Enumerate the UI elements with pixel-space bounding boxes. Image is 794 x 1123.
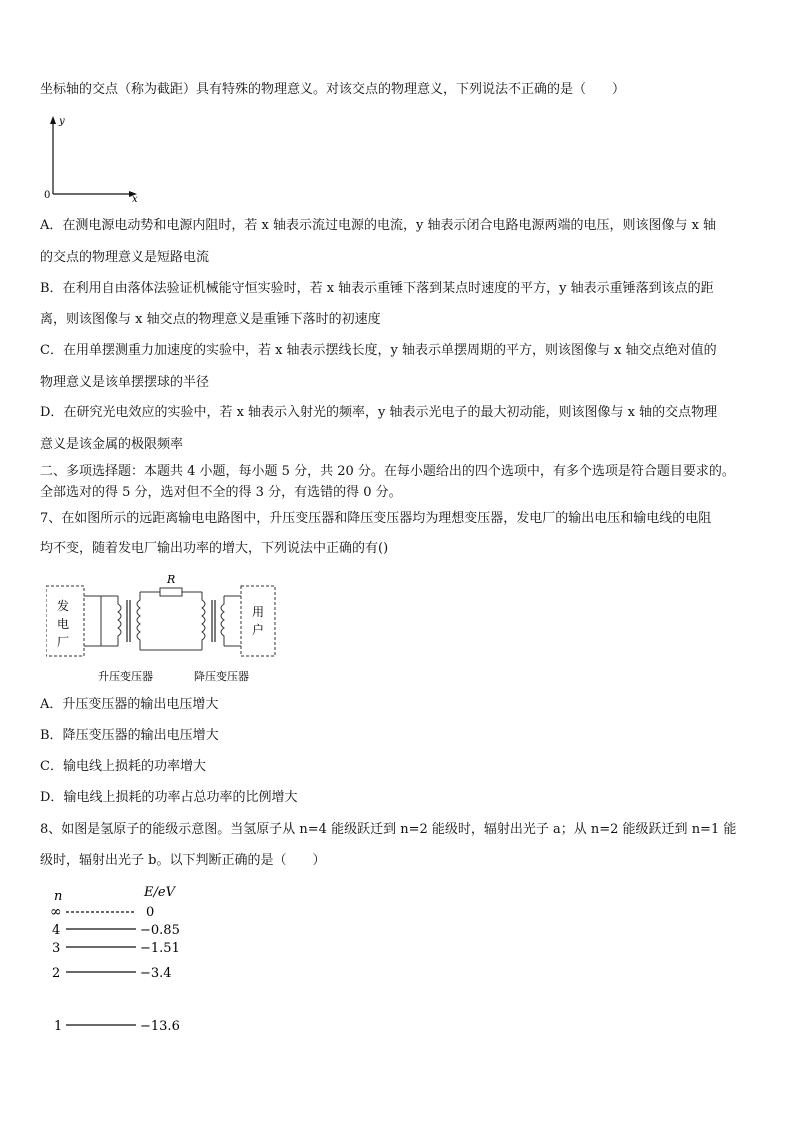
step-down-secondary-coil bbox=[221, 596, 224, 646]
plant-char-2: 电 bbox=[57, 617, 70, 631]
q7-stem-line2: 均不变，随着发电厂输出功率的增大，下列说法中正确的有() bbox=[40, 541, 389, 556]
q6-option-d-line1: D．在研究光电效应的实验中，若 x 轴表示入射光的频率，y 轴表示光电子的最大初动能，则该图像与 x 轴的交点物理 bbox=[40, 405, 718, 420]
q7-option-a: A．升压变压器的输出电压增大 bbox=[40, 697, 219, 712]
q6-option-a-line1: A．在测电源电动势和电源内阻时，若 x 轴表示流过电源的电流，y 轴表示闭合电路电源两端的电压，则该图像与 x 轴 bbox=[40, 218, 717, 233]
level-2-n: 2 bbox=[52, 966, 61, 981]
q6-option-b-line1: B．在利用自由落体法验证机械能守恒实验时，若 x 轴表示重锤下落到某点时速度的平方，y 轴表示重锤落到该点的距 bbox=[40, 281, 714, 296]
q8-energy-level-diagram bbox=[48, 880, 218, 1040]
level-1-n: 1 bbox=[54, 1019, 63, 1034]
step-up-label: 升压变压器 bbox=[98, 670, 153, 683]
user-char-2: 户 bbox=[252, 623, 265, 637]
level-1-e: −13.6 bbox=[140, 1019, 180, 1034]
level-2-e: −3.4 bbox=[140, 966, 172, 981]
plant-char-3: 厂 bbox=[57, 635, 70, 649]
q6-stem: 坐标轴的交点（称为截距）具有特殊的物理意义。对该交点的物理意义，下列说法不正确的是（ ） bbox=[40, 82, 626, 97]
level-4-n: 4 bbox=[52, 923, 61, 938]
q6-axes-diagram bbox=[40, 114, 150, 206]
level-inf-e: 0 bbox=[146, 905, 155, 920]
step-up-secondary-coil bbox=[137, 592, 140, 650]
q6-option-b-line2: 离，则该图像与 x 轴交点的物理意义是重锤下落时的初速度 bbox=[40, 312, 381, 327]
line-resistor bbox=[160, 588, 182, 596]
y-axis-label: y bbox=[59, 116, 65, 127]
user-char-1: 用 bbox=[252, 605, 265, 619]
n-header: n bbox=[54, 889, 63, 904]
q6-option-a-line2: 的交点的物理意义是短路电流 bbox=[40, 250, 210, 265]
section-2-heading: 二、多项选择题：本题共 4 小题，每小题 5 分，共 20 分。在每小题给出的四个选项中，有多个选项是符合题目要求的。 bbox=[40, 464, 735, 479]
level-3-e: −1.51 bbox=[140, 941, 180, 956]
resistor-label: R bbox=[167, 573, 176, 586]
user-box bbox=[241, 586, 275, 656]
x-axis-label: x bbox=[132, 194, 138, 205]
q6-option-c-line1: C．在用单摆测重力加速度的实验中，若 x 轴表示摆线长度，y 轴表示单摆周期的平方，则该图像与 x 轴交点绝对值的 bbox=[40, 343, 717, 358]
q8-stem-line1: 8、如图是氢原子的能级示意图。当氢原子从 n=4 能级跃迁到 n=2 能级时，辐射出光子 a；从 n=2 能级跃迁到 n=1 能 bbox=[40, 822, 737, 837]
step-down-primary-coil bbox=[202, 592, 205, 650]
level-3-n: 3 bbox=[52, 941, 61, 956]
q7-option-b: B．降压变压器的输出电压增大 bbox=[40, 728, 219, 743]
level-4-e: −0.85 bbox=[140, 923, 180, 938]
step-down-label: 降压变压器 bbox=[194, 670, 249, 683]
q8-stem-line2: 级时，辐射出光子 b。以下判断正确的是（ ） bbox=[40, 853, 326, 868]
q7-transmission-diagram bbox=[46, 570, 278, 688]
q7-option-c: C．输电线上损耗的功率增大 bbox=[40, 759, 206, 774]
q6-option-c-line2: 物理意义是该单摆摆球的半径 bbox=[40, 375, 210, 390]
q7-option-d: D．输电线上损耗的功率占总功率的比例增大 bbox=[40, 790, 298, 805]
q7-stem-line1: 7、在如图所示的远距离输电电路图中，升压变压器和降压变压器均为理想变压器，发电厂的输出电压和输电线的电阻 bbox=[40, 511, 712, 526]
level-inf-n: ∞ bbox=[50, 904, 62, 920]
q6-option-d-line2: 意义是该金属的极限频率 bbox=[40, 437, 184, 452]
section-2-scoring: 全部选对的得 5 分，选对但不全的得 3 分，有选错的得 0 分。 bbox=[40, 485, 402, 500]
origin-label: 0 bbox=[44, 190, 51, 201]
step-up-primary-coil bbox=[118, 596, 121, 646]
e-header: E/eV bbox=[144, 885, 175, 900]
plant-char-1: 发 bbox=[57, 599, 70, 613]
